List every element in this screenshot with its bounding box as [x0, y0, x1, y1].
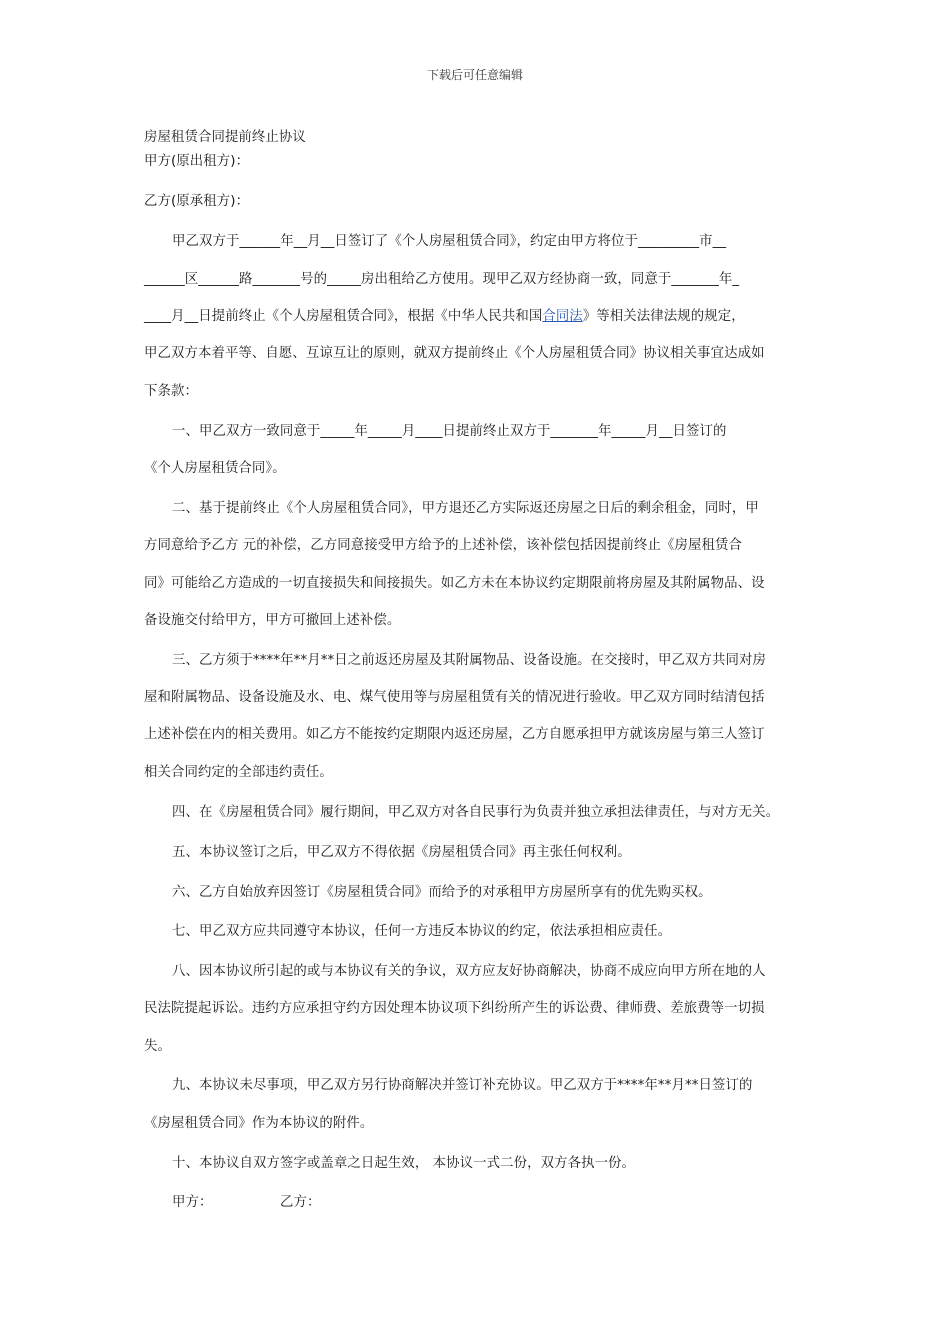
intro-line-3-post: 》等相关法律法规的规定，	[582, 309, 745, 324]
clause-3-line-3: 上述补偿在内的相关费用。如乙方不能按约定期限内返还房屋，乙方自愿承担甲方就该房屋与第三人签订	[144, 727, 765, 742]
document-title: 房屋租赁合同提前终止协议	[144, 130, 306, 145]
clause-5: 五、本协议签订之后，甲乙双方不得依据《房屋租赁合同》再主张任何权利。	[172, 845, 631, 860]
intro-line-4: 甲乙双方本着平等、自愿、互谅互让的原则，就双方提前终止《个人房屋租赁合同》协议相关事宜达成如	[144, 346, 765, 361]
clause-8-line-3: 失。	[144, 1039, 171, 1054]
clause-7: 七、甲乙双方应共同遵守本协议，任何一方违反本协议的约定，依法承担相应责任。	[172, 924, 672, 939]
clause-6: 六、乙方自始放弃因签订《房屋租赁合同》而给予的对承租甲方房屋所享有的优先购买权。	[172, 885, 712, 900]
party-b-label: 乙方(原承租方)：	[144, 194, 250, 209]
clause-2-line-2: 方同意给予乙方 元的补偿，乙方同意接受甲方给予的上述补偿，该补偿包括因提前终止《房屋租赁合	[144, 538, 742, 553]
clause-10: 十、本协议自双方签字或盖章之日起生效， 本协议一式二份，双方各执一份。	[172, 1156, 636, 1171]
clause-4: 四、在《房屋租赁合同》履行期间，甲乙双方对各自民事行为负责并独立承担法律责任，与对方无关。	[172, 805, 780, 820]
clause-8-line-1: 八、因本协议所引起的或与本协议有关的争议，双方应友好协商解决，协商不成应向甲方所在地的人	[172, 964, 766, 979]
intro-line-3-pre: ____月__日提前终止《个人房屋租赁合同》，根据《中华人民共和国	[144, 309, 543, 324]
clause-2-line-3: 同》可能给乙方造成的一切直接损失和间接损失。如乙方未在本协议约定期限前将房屋及其附属物品、设	[144, 576, 765, 591]
signature-party-a: 甲方：	[172, 1195, 213, 1210]
clause-1-line-1: 一、甲乙双方一致同意于_____年_____月____日提前终止双方于_______年_____月__日签订的	[172, 424, 727, 439]
clause-3-line-1: 三、乙方须于****年**月**日之前返还房屋及其附属物品、设备设施。在交接时，甲乙双方共同对房	[172, 653, 766, 668]
clause-8-line-2: 民法院提起诉讼。违约方应承担守约方因处理本协议项下纠纷所产生的诉讼费、律师费、差旅费等一切损	[144, 1001, 765, 1016]
clause-2-line-4: 备设施交付给甲方，甲方可撤回上述补偿。	[144, 613, 401, 628]
clause-9-line-1: 九、本协议未尽事项，甲乙双方另行协商解决并签订补充协议。甲乙双方于****年**月**日签订的	[172, 1078, 753, 1093]
contract-law-link[interactable]: 合同法	[542, 309, 583, 324]
intro-line-5: 下条款：	[144, 384, 198, 399]
clause-1-line-2: 《个人房屋租赁合同》。	[144, 461, 286, 476]
clause-3-line-2: 屋和附属物品、设备设施及水、电、煤气使用等与房屋租赁有关的情况进行验收。甲乙双方同时结清包括	[144, 690, 765, 705]
clause-3-line-4: 相关合同约定的全部违约责任。	[144, 765, 333, 780]
intro-line-1: 甲乙双方于______年__月__日签订了《个人房屋租赁合同》，约定由甲方将位于_________市__	[172, 234, 727, 249]
signature-party-b: 乙方：	[280, 1195, 321, 1210]
party-a-label: 甲方(原出租方)：	[144, 154, 250, 169]
intro-line-3	[144, 308, 745, 326]
header-note: 下载后可任意编辑	[426, 68, 523, 82]
intro-line-2: ______区______路_______号的_____房出租给乙方使用。现甲乙双方经协商一致，同意于_______年_	[144, 272, 740, 287]
clause-2-line-1: 二、基于提前终止《个人房屋租赁合同》，甲方退还乙方实际返还房屋之日后的剩余租金，同时，甲	[172, 501, 759, 516]
clause-9-line-2: 《房屋租赁合同》作为本协议的附件。	[144, 1116, 374, 1131]
